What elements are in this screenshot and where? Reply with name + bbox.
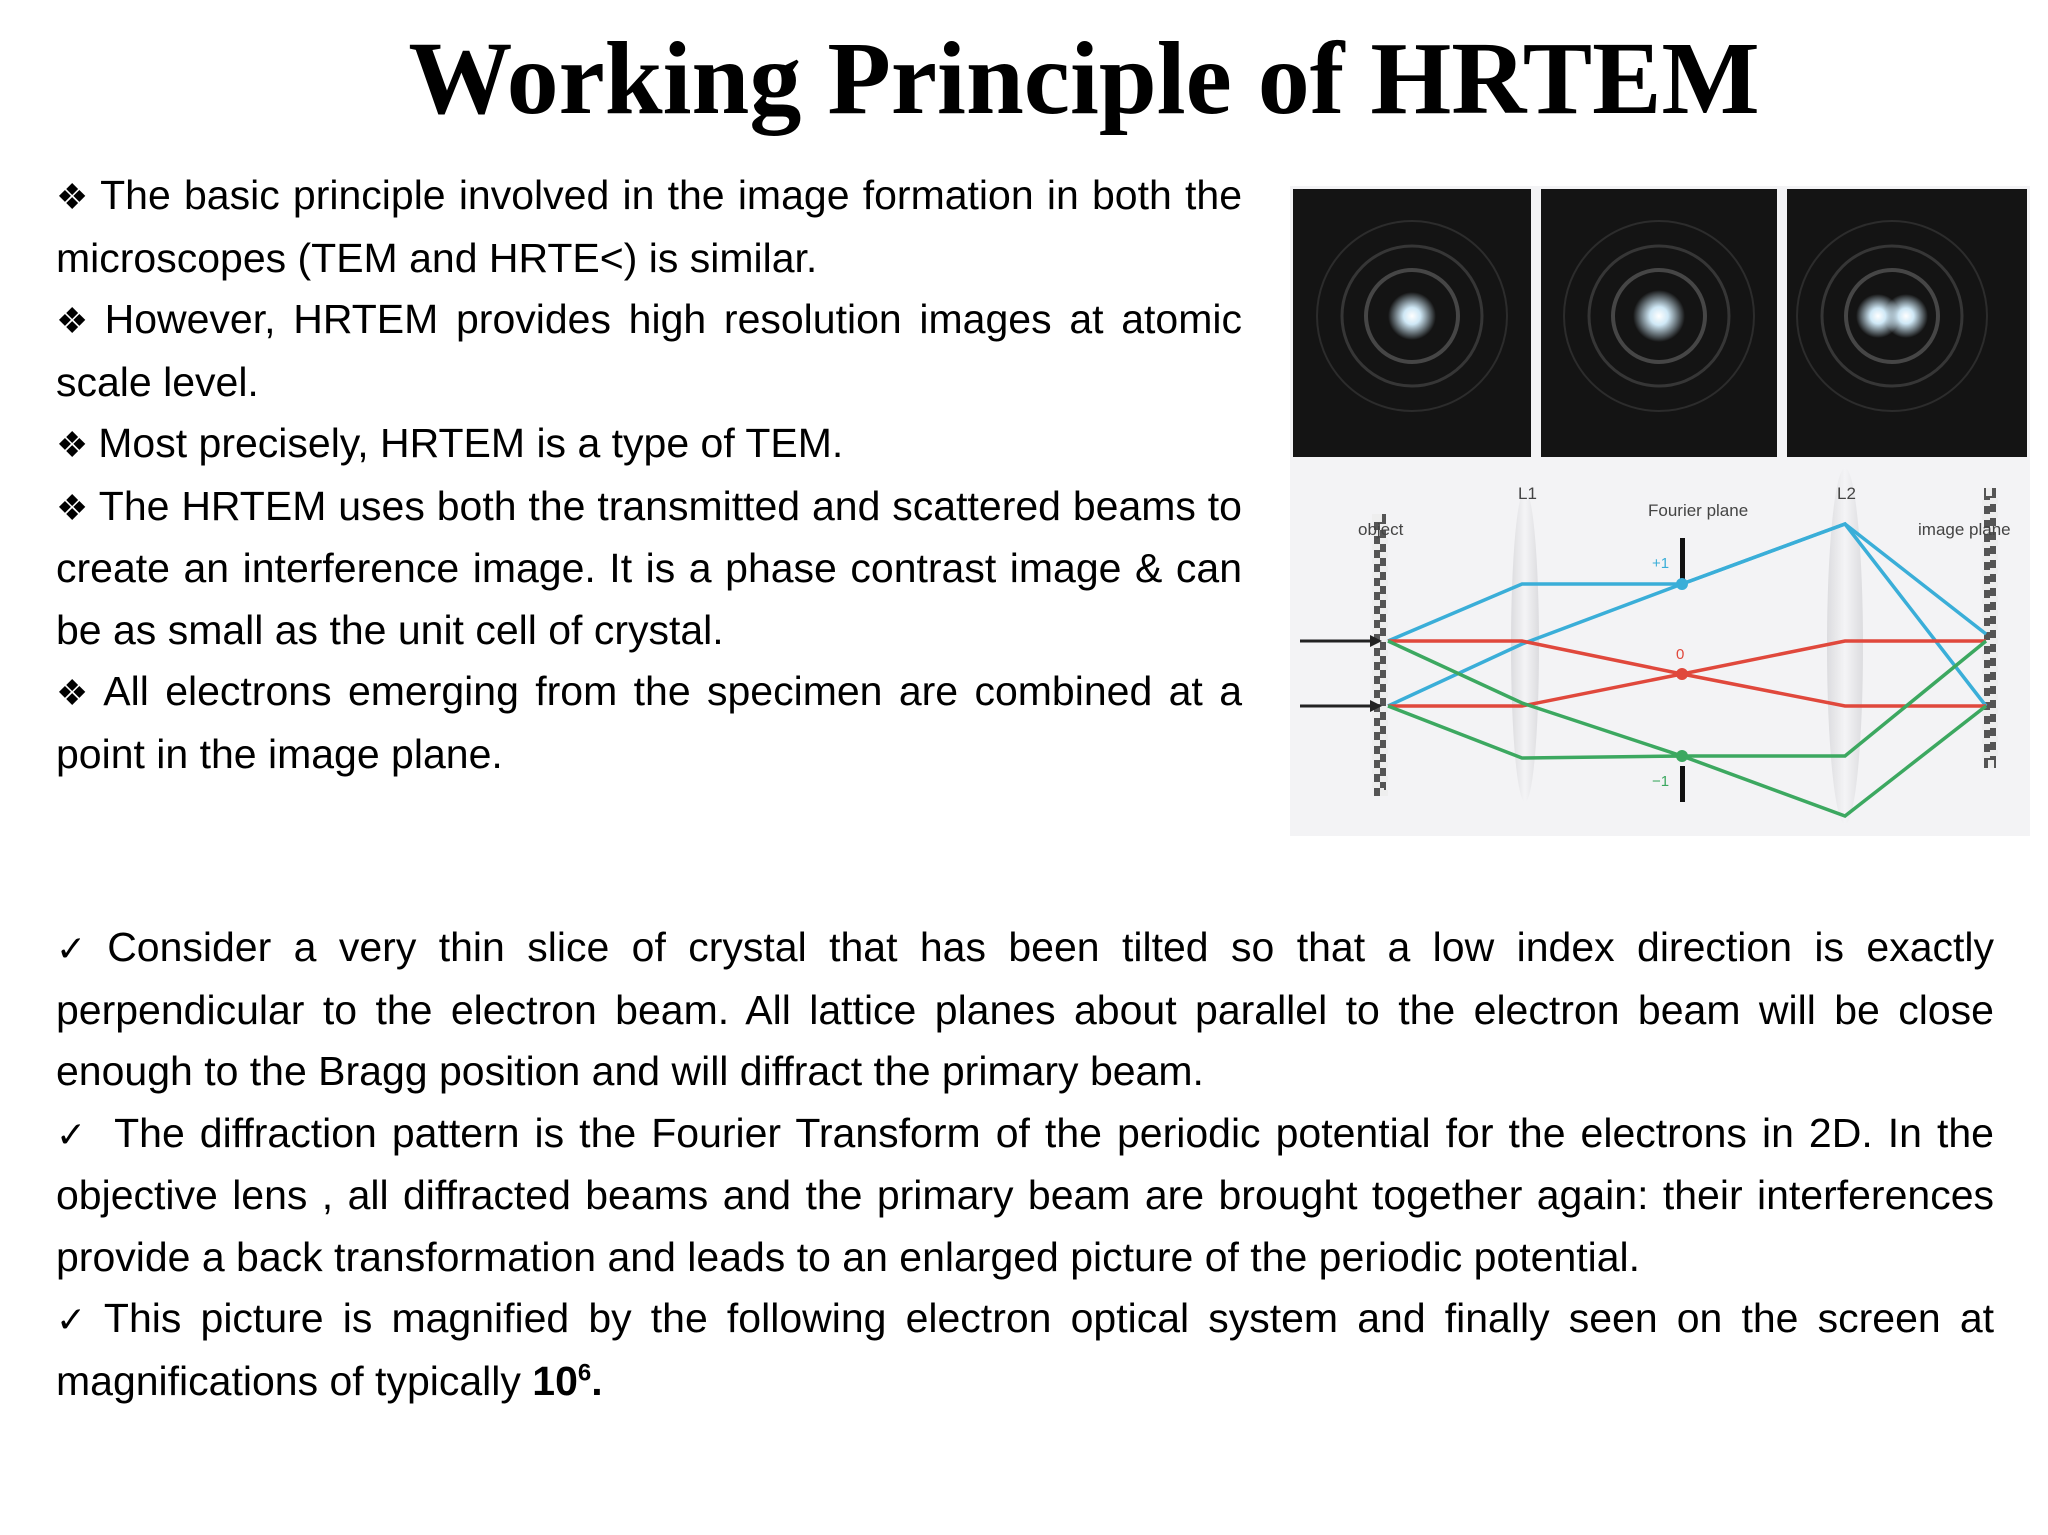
bullet-text: All electrons emerging from the specimen are combined at a point in the image plane. <box>56 668 1242 777</box>
incident-arrows <box>1300 635 1382 712</box>
label-order-zero: 0 <box>1676 646 1685 663</box>
label-object: object <box>1358 520 1404 539</box>
magnification-exponent: 6 <box>577 1358 592 1386</box>
label-l1: L1 <box>1518 484 1537 503</box>
fourier-aperture-top <box>1680 538 1685 580</box>
checkmark-icon: ✓ <box>56 1113 90 1155</box>
blue-rays <box>1388 524 1986 706</box>
bullet-item <box>56 413 1242 476</box>
bullet-text: Most precisely, HRTEM is a type of TEM. <box>98 420 844 466</box>
lens-l2 <box>1827 468 1863 824</box>
bullet-item <box>56 165 1242 289</box>
page-title: Working Principle of HRTEM <box>408 21 1760 136</box>
check-item <box>56 1288 1994 1412</box>
red-rays <box>1388 641 1986 706</box>
object-grating <box>1374 514 1386 796</box>
check-item <box>56 917 1994 1103</box>
label-l2: L2 <box>1837 484 1856 503</box>
bullet-text: However, HRTEM provides high resolution images at atomic scale level. <box>56 296 1242 405</box>
check-text: The diffraction pattern is the Fourier Transform of the periodic potential for the electrons in 2D. In the objective lens , all diffracted beams and the primary beam are brought together again: their interferences provide a back transformation and leads to an enlarged picture of the periodic potential. <box>56 1109 1994 1280</box>
magnification-value: $10^6$. <box>532 1357 603 1404</box>
hrtem-figure <box>1290 186 2030 836</box>
checkmark-icon: ✓ <box>56 928 98 969</box>
green-rays <box>1388 641 1986 816</box>
check-text: Consider a very thin slice of crystal that has been tilted so that a low index direction is exactly perpendicular to the electron beam. All lattice planes about parallel to the electron beam will be close enough to the Bragg position and will diffract the primary beam. <box>56 924 1995 1094</box>
four-diamond-icon: ❖ <box>56 424 89 465</box>
four-diamond-icon: ❖ <box>56 486 89 528</box>
bullet-item <box>56 661 1242 785</box>
checkmark-icon: ✓ <box>56 1299 94 1340</box>
airy-panel-resolved <box>1787 189 2027 457</box>
check-text: This picture is magnified by the following electron optical system and finally seen on the screen at magnifications of typically <box>56 1295 1995 1404</box>
bullet-text: The HRTEM uses both the transmitted and scattered beams to create an interference image. It is a phase contrast image & can be as small as the unit cell of crystal. <box>56 482 1242 653</box>
ray-diagram <box>1290 186 2030 836</box>
label-order-minus1: −1 <box>1652 773 1670 790</box>
upper-bullet-list <box>56 165 1242 785</box>
label-order-plus1: +1 <box>1652 555 1670 572</box>
airy-panel-single <box>1293 189 1531 457</box>
bullet-item <box>56 476 1242 662</box>
fourier-aperture-bottom <box>1680 766 1685 802</box>
four-diamond-icon: ❖ <box>56 176 91 217</box>
lower-bullet-list <box>56 917 1994 1412</box>
four-diamond-icon: ❖ <box>56 300 95 341</box>
four-diamond-icon: ❖ <box>56 672 94 713</box>
airy-panel-merged <box>1541 189 1777 457</box>
bullet-item <box>56 289 1242 413</box>
check-item <box>56 1103 1994 1289</box>
label-fourier-plane: Fourier plane <box>1648 501 1749 520</box>
label-image-plane: image plane <box>1918 520 2011 539</box>
bullet-text: The basic principle involved in the image formation in both the microscopes (TEM and HRTE<) is similar. <box>56 172 1242 281</box>
